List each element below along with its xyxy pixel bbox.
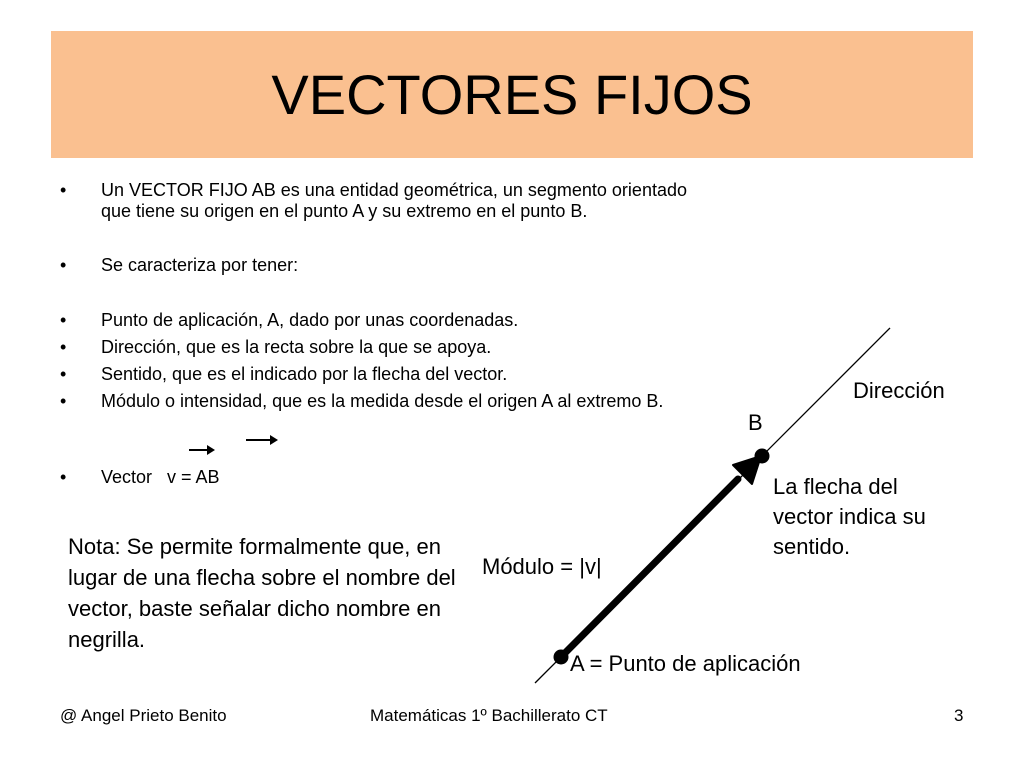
bullet-marker: • (60, 364, 67, 384)
point-b (755, 449, 770, 464)
slide-title: VECTORES FIJOS (271, 63, 753, 126)
sense-label: La flecha del vector indica su sentido. (773, 474, 926, 559)
bullet-text: Módulo o intensidad, que es la medida desde el origen A al extremo B. (101, 391, 664, 411)
bullet-marker: • (60, 467, 67, 487)
point-a (554, 650, 569, 665)
bullet-text: Se caracteriza por tener: (101, 255, 299, 275)
bullet-marker: • (60, 310, 67, 330)
footer-course: Matemáticas 1º Bachillerato CT (370, 706, 608, 725)
bullet-text: Un VECTOR FIJO AB es una entidad geométrica, un segmento orientado que tiene su origen en el punto A y su extremo en el punto B. (101, 180, 687, 221)
bullet-marker: • (60, 180, 67, 200)
bullet-text: Sentido, que es el indicado por la flecha del vector. (101, 364, 508, 384)
bullet-text: Vector v = AB (101, 467, 220, 487)
bullet-marker: • (60, 391, 67, 411)
module-label: Módulo = |v| (482, 554, 602, 579)
direction-label: Dirección (853, 378, 945, 403)
note-text: Nota: Se permite formalmente que, en lugar de una flecha sobre el nombre del vector, baste señalar dicho nombre en negrilla. (68, 534, 456, 652)
bullet-text: Dirección, que es la recta sobre la que se apoya. (101, 337, 492, 357)
origin-label: A = Punto de aplicación (570, 651, 801, 676)
bullet-text: Punto de aplicación, A, dado por unas coordenadas. (101, 310, 519, 330)
bullet-marker: • (60, 337, 67, 357)
point-b-label: B (748, 410, 763, 435)
bullet-marker: • (60, 255, 67, 275)
footer-page-number: 3 (954, 706, 964, 725)
footer-author: @ Angel Prieto Benito (60, 706, 227, 725)
